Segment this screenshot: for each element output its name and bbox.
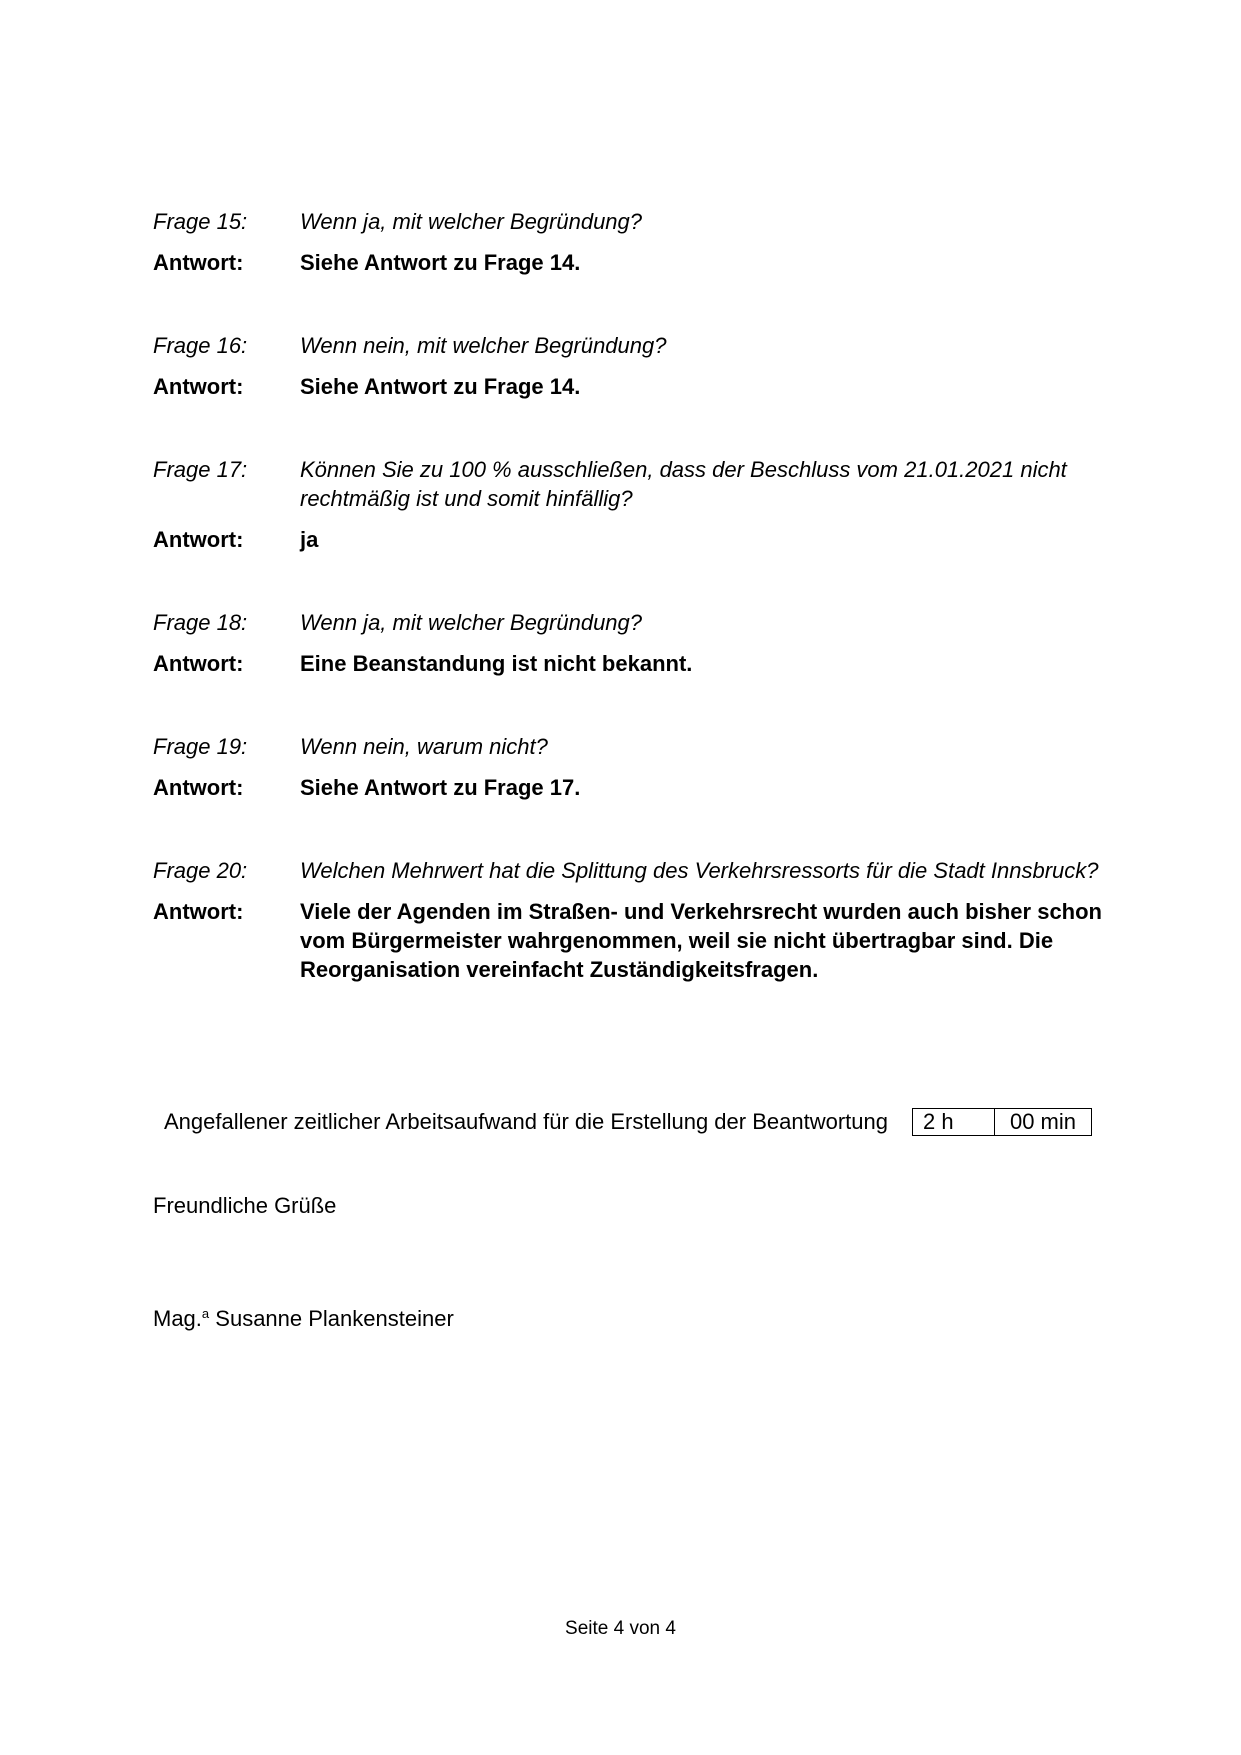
question-row [153,856,1153,885]
question-label: Frage 19: [153,734,248,759]
question-label: Frage 20: [153,858,248,883]
signature-name: Susanne Plankensteiner [215,1306,454,1331]
closing-greeting: Freundliche Grüße [153,1193,337,1218]
question-label: Frage 15: [153,209,248,234]
signature-title: Mag. [153,1306,202,1331]
qa-block-15 [153,207,1153,277]
question-text: Wenn nein, warum nicht? [300,734,548,759]
question-row [153,455,1153,513]
answer-text: Siehe Antwort zu Frage 14. [300,250,581,275]
qa-block-18 [153,608,1153,678]
question-row [153,732,1153,761]
answer-text: Viele der Agenden im Straßen- und Verkehrsrecht wurden auch bisher schon vom Bürgermeister wahrgenommen, weil sie nicht übertragbar sind. Die Reorganisation vereinfacht Zuständigkeitsfragen. [300,899,1102,982]
answer-label: Antwort: [153,651,244,676]
question-row [153,331,1153,360]
question-text: Wenn nein, mit welcher Begründung? [300,333,667,358]
signature-title-sup: a [201,1306,210,1321]
answer-row [153,525,1153,554]
question-label: Frage 16: [153,333,248,358]
work-effort-box [912,1108,1092,1136]
answer-label: Antwort: [153,775,244,800]
qa-block-17 [153,455,1153,554]
question-text: Welchen Mehrwert hat die Splittung des Verkehrsressorts für die Stadt Innsbruck? [300,858,1099,883]
page-footer: Seite 4 von 4 [565,1618,676,1639]
question-row [153,207,1153,236]
question-label: Frage 17: [153,457,248,482]
work-effort-label: Angefallener zeitlicher Arbeitsaufwand für die Erstellung der Beantwortung [164,1109,888,1134]
work-effort-line [164,1108,1092,1136]
answer-label: Antwort: [153,250,244,275]
work-effort-hours: 2 h [913,1109,995,1135]
answer-row [153,897,1153,984]
answer-label: Antwort: [153,899,244,924]
signature [153,1306,454,1332]
answer-text: ja [300,527,319,552]
answer-text: Siehe Antwort zu Frage 14. [300,374,581,399]
answer-row [153,649,1153,678]
answer-row [153,773,1153,802]
answer-text: Eine Beanstandung ist nicht bekannt. [300,651,693,676]
question-text: Können Sie zu 100 % ausschließen, dass der Beschluss vom 21.01.2021 nicht rechtmäßig ist und somit hinfällig? [300,457,1067,511]
answer-text: Siehe Antwort zu Frage 17. [300,775,581,800]
work-effort-minutes: 00 min [1009,1109,1076,1134]
qa-block-16 [153,331,1153,401]
answer-label: Antwort: [153,374,244,399]
question-label: Frage 18: [153,610,248,635]
question-text: Wenn ja, mit welcher Begründung? [300,209,643,234]
qa-block-20 [153,856,1153,984]
question-row [153,608,1153,637]
answer-row [153,248,1153,277]
answer-label: Antwort: [153,527,244,552]
question-text: Wenn ja, mit welcher Begründung? [300,610,643,635]
qa-block-19 [153,732,1153,802]
answer-row [153,372,1153,401]
